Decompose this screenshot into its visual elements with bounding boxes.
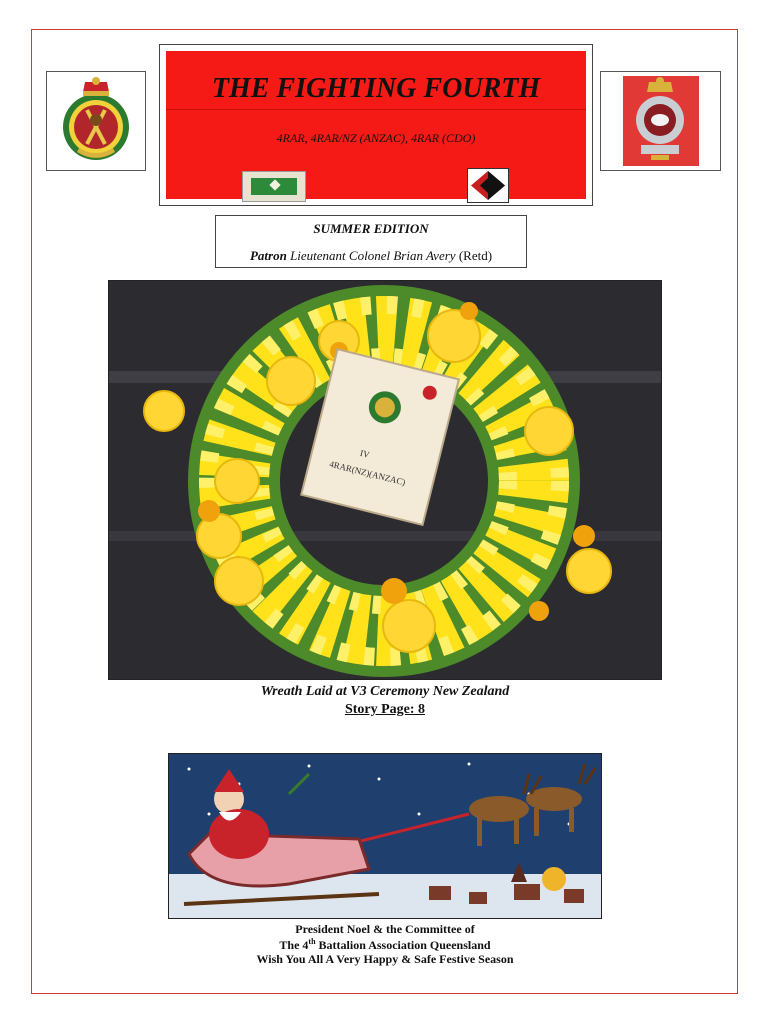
regimental-crest-icon (47, 72, 145, 170)
greeting-line-3: Wish You All A Very Happy & Safe Festive Season (256, 952, 514, 966)
patron-name: Lieutenant Colonel Brian Avery (290, 248, 456, 263)
wreath-illustration (109, 281, 662, 680)
regimental-crest-badge (46, 71, 146, 171)
edition-title: SUMMER EDITION (313, 221, 429, 236)
greeting-line-2 (0, 937, 770, 953)
battalion-list: 4RAR, 4RAR/NZ (ANZAC), 4RAR (CDO) (276, 131, 476, 145)
greeting-line-2-sup: th (308, 937, 316, 946)
masthead-banner (166, 51, 586, 199)
greeting-line-2-post: Battalion Association Queensland (315, 938, 491, 952)
greeting-line-2-pre: The 4 (279, 938, 309, 952)
photo-caption: Wreath Laid at V3 Ceremony New Zealand (260, 684, 510, 699)
diamond-flag-icon (467, 168, 509, 203)
patron-line (216, 248, 526, 264)
nz-badge-icon (601, 72, 720, 170)
patron-suffix: (Retd) (458, 248, 493, 263)
masthead (159, 44, 593, 206)
patron-label: Patron (249, 248, 287, 263)
edition-box (215, 215, 527, 268)
christmas-illustration (168, 753, 602, 919)
card-numeral: IV (358, 447, 371, 460)
santa-sleigh-icon (169, 754, 602, 919)
greeting-line-1: President Noel & the Committee of (295, 922, 475, 936)
newsletter-title: THE FIGHTING FOURTH (211, 73, 541, 104)
card-text: 4RAR(NZ)(ANZAC) (328, 458, 407, 488)
wreath-photo (108, 280, 662, 680)
nz-badge (600, 71, 721, 171)
masthead-rule (166, 109, 586, 110)
story-page-link[interactable]: Story Page: 8 (344, 702, 426, 717)
medal-ribbon-icon (242, 171, 306, 202)
